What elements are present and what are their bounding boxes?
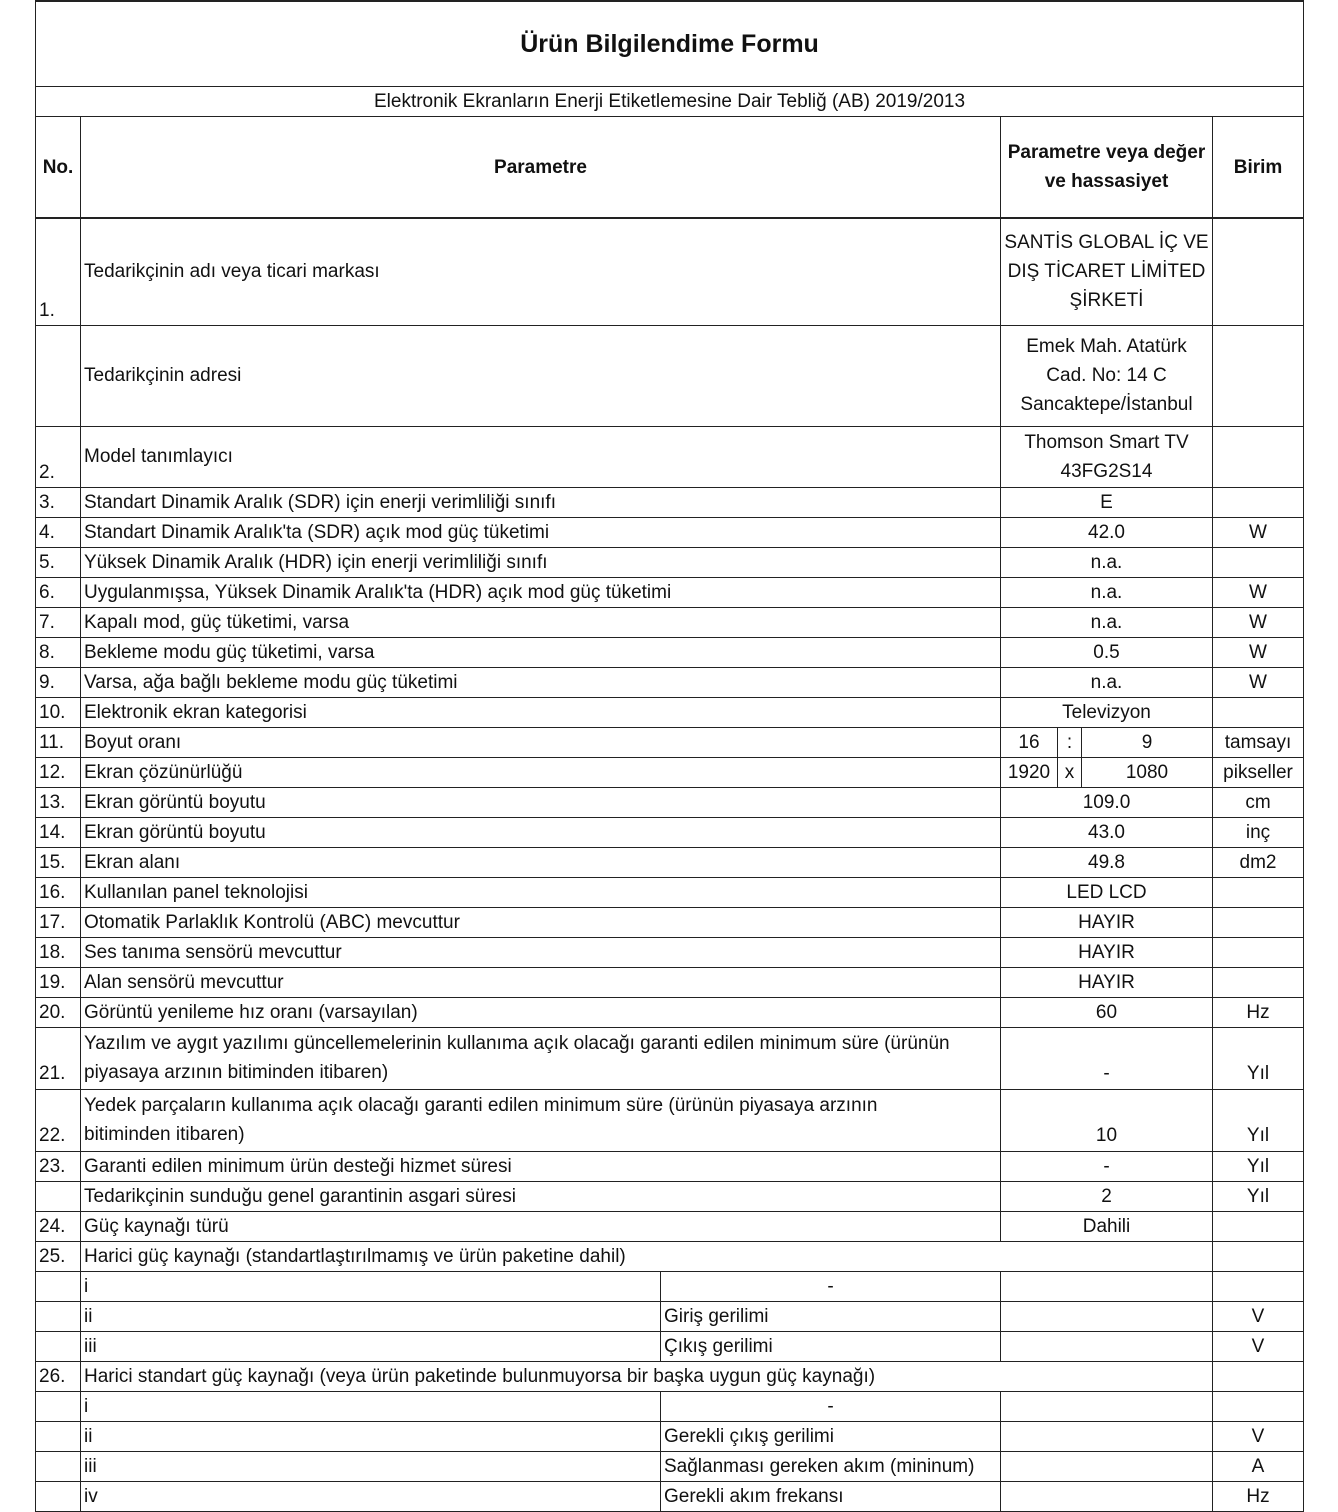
- header-parameter: Parametre: [81, 117, 1001, 219]
- row-number: 16.: [36, 877, 81, 907]
- parameter-name: Garanti edilen minimum ürün desteği hizmet süresi: [81, 1151, 1001, 1181]
- parameter-name: Tedarikçinin sunduğu genel garantinin asgari süresi: [81, 1181, 1001, 1211]
- parameter-value: HAYIR: [1001, 937, 1213, 967]
- unit: [1213, 877, 1304, 907]
- unit: W: [1213, 607, 1304, 637]
- unit: W: [1213, 577, 1304, 607]
- sub-value: [1001, 1421, 1213, 1451]
- row-number: [36, 325, 81, 426]
- row-number: 6.: [36, 577, 81, 607]
- unit: [1213, 325, 1304, 426]
- sub-label: -: [661, 1391, 1001, 1421]
- resolution-width-value: 1920: [1001, 757, 1058, 787]
- unit: V: [1213, 1331, 1304, 1361]
- row-number: [36, 1301, 81, 1331]
- parameter-value: n.a.: [1001, 577, 1213, 607]
- subtitle-row: [36, 87, 1304, 117]
- table-row: [36, 1361, 1304, 1391]
- table-row: [36, 325, 1304, 426]
- parameter-value: 2: [1001, 1181, 1213, 1211]
- parameter-value: HAYIR: [1001, 907, 1213, 937]
- parameter-name: Güç kaynağı türü: [81, 1211, 1001, 1241]
- table-row: [36, 877, 1304, 907]
- unit: [1213, 1271, 1304, 1301]
- unit: [1213, 967, 1304, 997]
- parameter-value: 60: [1001, 997, 1213, 1027]
- unit: Hz: [1213, 1481, 1304, 1511]
- table-row: [36, 967, 1304, 997]
- parameter-name: Bekleme modu güç tüketimi, varsa: [81, 637, 1001, 667]
- form-subtitle: Elektronik Ekranların Enerji Etiketlemesine Dair Tebliğ (AB) 2019/2013: [36, 87, 1304, 117]
- table-row: [36, 907, 1304, 937]
- sub-label: Sağlanması gereken akım (mininum): [661, 1451, 1001, 1481]
- row-number: [36, 1331, 81, 1361]
- parameter-value: n.a.: [1001, 667, 1213, 697]
- row-number: 5.: [36, 547, 81, 577]
- row-number: [36, 1181, 81, 1211]
- table-row: [36, 697, 1304, 727]
- table-row: [36, 637, 1304, 667]
- row-number: 9.: [36, 667, 81, 697]
- parameter-name: Boyut oranı: [81, 727, 1001, 757]
- row-number: 20.: [36, 997, 81, 1027]
- unit: W: [1213, 517, 1304, 547]
- unit: Yıl: [1213, 1181, 1304, 1211]
- parameter-value: 109.0: [1001, 787, 1213, 817]
- row-number: [36, 1481, 81, 1511]
- row-number: 18.: [36, 937, 81, 967]
- parameter-value: Televizyon: [1001, 697, 1213, 727]
- table-row: [36, 817, 1304, 847]
- unit: Hz: [1213, 997, 1304, 1027]
- table-row: [36, 607, 1304, 637]
- sub-value: [1001, 1331, 1213, 1361]
- aspect-separator: :: [1058, 727, 1082, 757]
- parameter-value: -: [1001, 1027, 1213, 1089]
- unit: tamsayı: [1213, 727, 1304, 757]
- sub-index: ii: [81, 1301, 661, 1331]
- row-number: 1.: [36, 218, 81, 325]
- aspect-width-value: 16: [1001, 727, 1058, 757]
- unit: Yıl: [1213, 1151, 1304, 1181]
- unit: [1213, 1361, 1304, 1391]
- unit: W: [1213, 667, 1304, 697]
- parameter-name: Otomatik Parlaklık Kontrolü (ABC) mevcuttur: [81, 907, 1001, 937]
- unit: A: [1213, 1451, 1304, 1481]
- row-number: 13.: [36, 787, 81, 817]
- unit: Yıl: [1213, 1089, 1304, 1151]
- sub-index: ii: [81, 1421, 661, 1451]
- parameter-value: n.a.: [1001, 607, 1213, 637]
- unit: cm: [1213, 787, 1304, 817]
- parameter-name: Harici standart güç kaynağı (veya ürün paketinde bulunmuyorsa bir başka uygun güç kaynağı): [81, 1361, 1213, 1391]
- table-row: [36, 517, 1304, 547]
- header-unit: Birim: [1213, 117, 1304, 219]
- table-row: [36, 577, 1304, 607]
- unit: V: [1213, 1421, 1304, 1451]
- unit: [1213, 697, 1304, 727]
- parameter-name: Ekran alanı: [81, 847, 1001, 877]
- resolution-separator: x: [1058, 757, 1082, 787]
- unit: [1213, 1241, 1304, 1271]
- sub-label: -: [661, 1271, 1001, 1301]
- row-number: 17.: [36, 907, 81, 937]
- sub-label: Giriş gerilimi: [661, 1301, 1001, 1331]
- parameter-name: Alan sensörü mevcuttur: [81, 967, 1001, 997]
- aspect-height-value: 9: [1082, 727, 1213, 757]
- parameter-value: Thomson Smart TV 43FG2S14: [1001, 426, 1213, 487]
- unit: [1213, 1211, 1304, 1241]
- row-number: 21.: [36, 1027, 81, 1089]
- sub-value: [1001, 1301, 1213, 1331]
- parameter-value: 42.0: [1001, 517, 1213, 547]
- parameter-value: LED LCD: [1001, 877, 1213, 907]
- unit: V: [1213, 1301, 1304, 1331]
- unit: Yıl: [1213, 1027, 1304, 1089]
- unit: [1213, 426, 1304, 487]
- parameter-name: Harici güç kaynağı (standartlaştırılmamış ve ürün paketine dahil): [81, 1241, 1213, 1271]
- parameter-name: Tedarikçinin adı veya ticari markası: [81, 218, 1001, 325]
- table-row: [36, 1151, 1304, 1181]
- table-row: [36, 1181, 1304, 1211]
- parameter-name: Ekran görüntü boyutu: [81, 787, 1001, 817]
- parameter-name: Standart Dinamik Aralık (SDR) için enerji verimliliği sınıfı: [81, 487, 1001, 517]
- parameter-name: Model tanımlayıcı: [81, 426, 1001, 487]
- table-row: [36, 1089, 1304, 1151]
- row-number: 19.: [36, 967, 81, 997]
- table-row: [36, 1211, 1304, 1241]
- table-row: [36, 757, 1304, 787]
- parameter-name: Yazılım ve aygıt yazılımı güncellemelerinin kullanıma açık olacağı garanti edilen minimum süre (ürünün piyasaya arzının bitiminden itibaren): [81, 1027, 1001, 1089]
- table-row: [36, 487, 1304, 517]
- sub-index: iii: [81, 1451, 661, 1481]
- sub-row: [36, 1421, 1304, 1451]
- unit: pikseller: [1213, 757, 1304, 787]
- row-number: 12.: [36, 757, 81, 787]
- row-number: 14.: [36, 817, 81, 847]
- sub-label: Gerekli çıkış gerilimi: [661, 1421, 1001, 1451]
- parameter-name: Elektronik ekran kategorisi: [81, 697, 1001, 727]
- sub-row: [36, 1271, 1304, 1301]
- sub-value: [1001, 1481, 1213, 1511]
- parameter-name: Ses tanıma sensörü mevcuttur: [81, 937, 1001, 967]
- row-number: 7.: [36, 607, 81, 637]
- row-number: 26.: [36, 1361, 81, 1391]
- table-row: [36, 1027, 1304, 1089]
- product-information-form: [35, 0, 1303, 1512]
- unit: dm2: [1213, 847, 1304, 877]
- table-row: [36, 937, 1304, 967]
- parameter-value: 43.0: [1001, 817, 1213, 847]
- row-number: 25.: [36, 1241, 81, 1271]
- table-row: [36, 667, 1304, 697]
- sub-index: i: [81, 1391, 661, 1421]
- unit: [1213, 937, 1304, 967]
- parameter-value: n.a.: [1001, 547, 1213, 577]
- unit: [1213, 907, 1304, 937]
- parameter-value: 10: [1001, 1089, 1213, 1151]
- parameter-name: Ekran çözünürlüğü: [81, 757, 1001, 787]
- table-row: [36, 787, 1304, 817]
- table-row: [36, 847, 1304, 877]
- row-number: 15.: [36, 847, 81, 877]
- parameter-name: Yüksek Dinamik Aralık (HDR) için enerji verimliliği sınıfı: [81, 547, 1001, 577]
- parameter-value: E: [1001, 487, 1213, 517]
- row-number: 24.: [36, 1211, 81, 1241]
- table-row: [36, 426, 1304, 487]
- sub-index: iv: [81, 1481, 661, 1511]
- resolution-height-value: 1080: [1082, 757, 1213, 787]
- parameter-value: Dahili: [1001, 1211, 1213, 1241]
- unit: inç: [1213, 817, 1304, 847]
- unit: [1213, 547, 1304, 577]
- header-row: [36, 117, 1304, 219]
- form-title: Ürün Bilgilendime Formu: [36, 1, 1304, 87]
- sub-row: [36, 1301, 1304, 1331]
- row-number: 10.: [36, 697, 81, 727]
- row-number: 22.: [36, 1089, 81, 1151]
- row-number: 4.: [36, 517, 81, 547]
- sub-index: iii: [81, 1331, 661, 1361]
- row-number: [36, 1421, 81, 1451]
- table-row: [36, 218, 1304, 325]
- parameter-value: Emek Mah. Atatürk Cad. No: 14 C Sancaktepe/İstanbul: [1001, 325, 1213, 426]
- unit: W: [1213, 637, 1304, 667]
- header-value: Parametre veya değer ve hassasiyet: [1001, 117, 1213, 219]
- parameter-name: Varsa, ağa bağlı bekleme modu güç tüketimi: [81, 667, 1001, 697]
- table-row: [36, 1241, 1304, 1271]
- unit: [1213, 1391, 1304, 1421]
- parameter-name: Kullanılan panel teknolojisi: [81, 877, 1001, 907]
- parameter-name: Ekran görüntü boyutu: [81, 817, 1001, 847]
- unit: [1213, 218, 1304, 325]
- sub-label: Çıkış gerilimi: [661, 1331, 1001, 1361]
- sub-value: [1001, 1451, 1213, 1481]
- table-row: [36, 727, 1304, 757]
- product-info-table: [35, 0, 1304, 1512]
- parameter-name: Yedek parçaların kullanıma açık olacağı garanti edilen minimum süre (ürünün piyasaya arzının bitiminden itibaren): [81, 1089, 1001, 1151]
- row-number: [36, 1271, 81, 1301]
- parameter-value: 0.5: [1001, 637, 1213, 667]
- row-number: [36, 1451, 81, 1481]
- table-row: [36, 997, 1304, 1027]
- row-number: 3.: [36, 487, 81, 517]
- parameter-value: HAYIR: [1001, 967, 1213, 997]
- sub-row: [36, 1481, 1304, 1511]
- sub-row: [36, 1391, 1304, 1421]
- table-row: [36, 547, 1304, 577]
- sub-index: i: [81, 1271, 661, 1301]
- parameter-value: -: [1001, 1151, 1213, 1181]
- sub-value: [1001, 1271, 1213, 1301]
- sub-label: Gerekli akım frekansı: [661, 1481, 1001, 1511]
- title-row: [36, 1, 1304, 87]
- row-number: 2.: [36, 426, 81, 487]
- unit: [1213, 487, 1304, 517]
- sub-row: [36, 1331, 1304, 1361]
- row-number: [36, 1391, 81, 1421]
- row-number: 11.: [36, 727, 81, 757]
- parameter-name: Görüntü yenileme hız oranı (varsayılan): [81, 997, 1001, 1027]
- sub-value: [1001, 1391, 1213, 1421]
- parameter-name: Uygulanmışsa, Yüksek Dinamik Aralık'ta (HDR) açık mod güç tüketimi: [81, 577, 1001, 607]
- parameter-value: 49.8: [1001, 847, 1213, 877]
- parameter-name: Kapalı mod, güç tüketimi, varsa: [81, 607, 1001, 637]
- row-number: 23.: [36, 1151, 81, 1181]
- parameter-name: Tedarikçinin adresi: [81, 325, 1001, 426]
- sub-row: [36, 1451, 1304, 1481]
- header-no: No.: [36, 117, 81, 219]
- row-number: 8.: [36, 637, 81, 667]
- parameter-name: Standart Dinamik Aralık'ta (SDR) açık mod güç tüketimi: [81, 517, 1001, 547]
- parameter-value: SANTİS GLOBAL İÇ VE DIŞ TİCARET LİMİTED ŞİRKETİ: [1001, 218, 1213, 325]
